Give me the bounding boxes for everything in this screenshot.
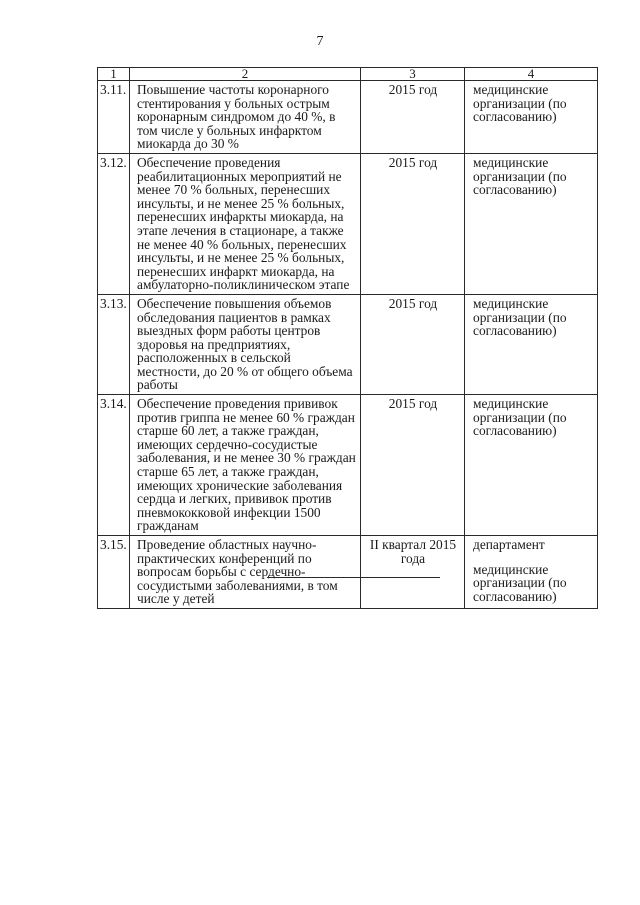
responsible-party: медицинские организации (по согласованию) [473, 561, 567, 604]
row-number: 3.15. [98, 536, 130, 609]
deadline: II квартал 2015 года [361, 536, 465, 609]
column-header: 3 [361, 68, 465, 81]
measure-text: Проведение областных научно-практических конференций по вопросам борьбы с сердечно-сосудистыми заболеваниями, в том числе у детей [130, 536, 361, 609]
row-number: 3.14. [98, 395, 130, 536]
table-row [98, 153, 598, 294]
row-number: 3.11. [98, 81, 130, 154]
table-row [98, 294, 598, 394]
table-row [98, 81, 598, 154]
row-number: 3.12. [98, 153, 130, 294]
measure-text: Повышение частоты коронарного стентирования у больных острым коронарным синдромом до 40 %, в том числе у больных инфарктом миокарда до 30 % [130, 81, 361, 154]
responsible-party: медицинские организации (по согласованию) [473, 82, 567, 125]
table-row [98, 536, 598, 609]
measure-text: Обеспечение проведения реабилитационных мероприятий не менее 70 % больных, перенесших инсульты, и не менее 25 % больных, перенесших инфаркты миокарда, на этапе лечения в стационаре, а также не менее 40 % больных, перенесших инсульты, и не менее 25 % больных, перенесших инфаркт миокарда, на амбулаторно-поликлиническом этапе [130, 153, 361, 294]
measures-table [97, 67, 598, 609]
column-header: 2 [130, 68, 361, 81]
deadline: 2015 год [361, 395, 465, 536]
table-header-row [98, 68, 598, 81]
responsible [465, 536, 598, 609]
responsible-party: медицинские организации (по согласованию) [473, 295, 567, 339]
deadline: 2015 год [361, 294, 465, 394]
page-number: 7 [316, 34, 324, 49]
column-header: 1 [98, 68, 130, 81]
measure-text: Обеспечение повышения объемов обследования пациентов в рамках выездных форм работы центров здоровья на предприятиях, расположенных в сельской местности, до 20 % от общего объема работы [130, 294, 361, 394]
column-header: 4 [465, 68, 598, 81]
row-number: 3.13. [98, 294, 130, 394]
table-row [98, 395, 598, 536]
responsible [465, 395, 598, 536]
responsible [465, 294, 598, 394]
measure-text: Обеспечение проведения прививок против гриппа не менее 60 % граждан старше 60 лет, а также граждан, имеющих сердечно-сосудистые заболевания, и не менее 30 % граждан старше 65 лет, а также граждан, имеющих хронические заболевания сердца и легких, прививок против пневмококковой инфекции 1500 гражданам [130, 395, 361, 536]
responsible-party: медицинские организации (по согласованию) [473, 396, 567, 439]
responsible-party: департамент [473, 537, 545, 552]
responsible-party: медицинские организации (по согласованию) [473, 154, 567, 198]
deadline: 2015 год [361, 81, 465, 154]
deadline: 2015 год [361, 153, 465, 294]
closing-rule [267, 577, 440, 578]
responsible [465, 153, 598, 294]
responsible [465, 81, 598, 154]
